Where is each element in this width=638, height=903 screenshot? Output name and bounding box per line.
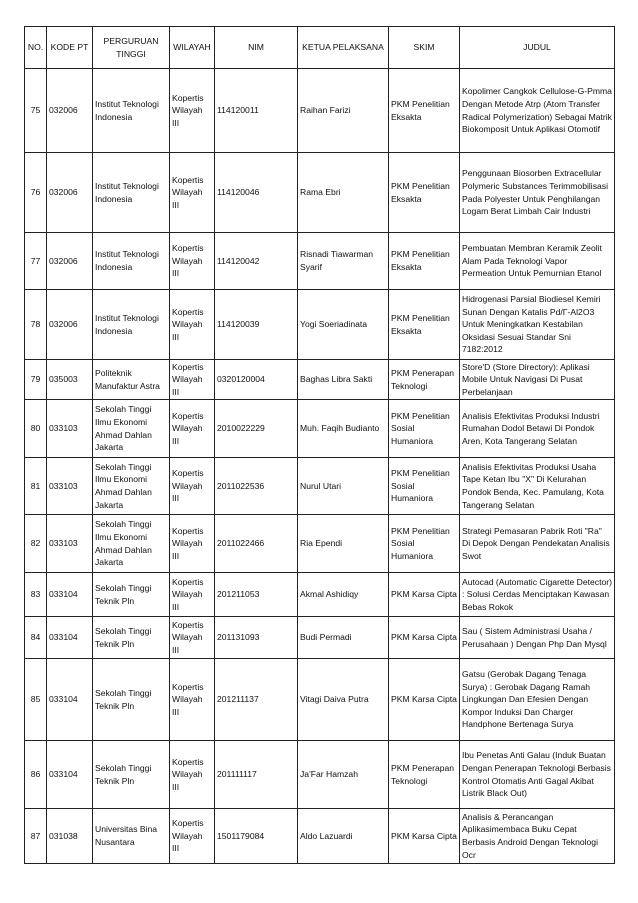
cell-perguruan-tinggi: Sekolah Tinggi Teknik Pln [93,617,170,659]
table-row [25,741,615,809]
cell-wilayah: Kopertis Wilayah III [170,290,215,360]
cell-kode-pt: 032006 [47,233,93,290]
cell-skim: PKM Karsa Cipta [389,617,460,659]
cell-perguruan-tinggi: Institut Teknologi Indonesia [93,69,170,153]
cell-ketua-pelaksana: Raihan Farizi [298,69,389,153]
cell-kode-pt: 031038 [47,809,93,864]
cell-nim: 201211053 [215,573,298,617]
cell-kode-pt: 032006 [47,290,93,360]
cell-judul: Gatsu (Gerobak Dagang Tenaga Surya) : Gerobak Dagang Ramah Lingkungan Dan Efesien Dengan Kompor Induksi Dan Charger Handphone Bertenaga Surya [460,659,615,741]
cell-nim: 114120042 [215,233,298,290]
cell-no: 82 [25,515,47,573]
cell-ketua-pelaksana: Budi Permadi [298,617,389,659]
table-row [25,809,615,864]
cell-kode-pt: 033104 [47,659,93,741]
cell-no: 83 [25,573,47,617]
cell-ketua-pelaksana: Rama Ebri [298,153,389,233]
cell-perguruan-tinggi: Institut Teknologi Indonesia [93,290,170,360]
cell-judul: Autocad (Automatic Cigarette Detector) : Solusi Cerdas Menciptakan Kawasan Bebas Rokok [460,573,615,617]
cell-wilayah: Kopertis Wilayah III [170,573,215,617]
cell-kode-pt: 033103 [47,400,93,458]
cell-skim: PKM Karsa Cipta [389,809,460,864]
cell-wilayah: Kopertis Wilayah III [170,400,215,458]
table-row [25,617,615,659]
cell-no: 77 [25,233,47,290]
cell-judul: Penggunaan Biosorben Extracellular Polymeric Substances Terimmobilisasi Pada Polyester Untuk Penghilangan Logam Berat Limbah Cair Industri [460,153,615,233]
header-row [25,27,615,69]
cell-ketua-pelaksana: Aldo Lazuardi [298,809,389,864]
cell-ketua-pelaksana: Muh. Faqih Budianto [298,400,389,458]
cell-judul: Store'D (Store Directory): Aplikasi Mobile Untuk Navigasi Di Pusat Perbelanjaan [460,360,615,400]
cell-skim: PKM Penelitian Eksakta [389,290,460,360]
cell-kode-pt: 033104 [47,741,93,809]
cell-perguruan-tinggi: Sekolah Tinggi Teknik Pln [93,741,170,809]
table-row [25,400,615,458]
table-row [25,153,615,233]
cell-perguruan-tinggi: Sekolah Tinggi Teknik Pln [93,573,170,617]
cell-no: 78 [25,290,47,360]
cell-nim: 114120011 [215,69,298,153]
cell-no: 86 [25,741,47,809]
cell-judul: Sau ( Sistem Administrasi Usaha / Perusahaan ) Dengan Php Dan Mysql [460,617,615,659]
cell-no: 79 [25,360,47,400]
cell-ketua-pelaksana: Vitagi Daiva Putra [298,659,389,741]
header-wilayah: WILAYAH [170,27,215,69]
header-no: NO. [25,27,47,69]
cell-judul: Pembuatan Membran Keramik Zeolit Alam Pada Teknologi Vapor Permeation Untuk Pemurnian Etanol [460,233,615,290]
table-row [25,573,615,617]
cell-perguruan-tinggi: Sekolah Tinggi Ilmu Ekonomi Ahmad Dahlan Jakarta [93,400,170,458]
cell-nim: 201131093 [215,617,298,659]
header-kode-pt: KODE PT [47,27,93,69]
cell-wilayah: Kopertis Wilayah III [170,741,215,809]
data-table [24,26,615,864]
cell-judul: Strategi Pemasaran Pabrik Roti "Ra" Di Depok Dengan Pendekatan Analisis Swot [460,515,615,573]
cell-nim: 0320120004 [215,360,298,400]
table-row [25,659,615,741]
cell-skim: PKM Penelitian Eksakta [389,153,460,233]
cell-no: 81 [25,458,47,515]
cell-judul: Analisis Efektivitas Produksi Usaha Tape Ketan Ibu "X" Di Kelurahan Pondok Benda, Kec. Pamulang, Kota Tangerang Selatan [460,458,615,515]
cell-ketua-pelaksana: Nurul Utari [298,458,389,515]
cell-perguruan-tinggi: Sekolah Tinggi Ilmu Ekonomi Ahmad Dahlan Jakarta [93,515,170,573]
cell-wilayah: Kopertis Wilayah III [170,659,215,741]
cell-wilayah: Kopertis Wilayah III [170,69,215,153]
header-ketua-pelaksana: KETUA PELAKSANA [298,27,389,69]
cell-nim: 201111117 [215,741,298,809]
cell-perguruan-tinggi: Universitas Bina Nusantara [93,809,170,864]
cell-skim: PKM Penelitian Sosial Humaniora [389,400,460,458]
header-perguruan-tinggi: PERGURUAN TINGGI [93,27,170,69]
cell-judul: Analisis Efektivitas Produksi Industri Rumahan Dodol Betawi Di Pondok Aren, Kota Tangerang Selatan [460,400,615,458]
cell-ketua-pelaksana: Risnadi Tiawarman Syarif [298,233,389,290]
table-row [25,69,615,153]
cell-wilayah: Kopertis Wilayah III [170,233,215,290]
cell-perguruan-tinggi: Politeknik Manufaktur Astra [93,360,170,400]
cell-wilayah: Kopertis Wilayah III [170,153,215,233]
cell-judul: Analisis & Perancangan Aplikasimembaca Buku Cepat Berbasis Android Dengan Teknologi Ocr [460,809,615,864]
cell-kode-pt: 033104 [47,617,93,659]
table-row [25,233,615,290]
cell-judul: Hidrogenasi Parsial Biodiesel Kemiri Sunan Dengan Katalis Pd/Γ-Al2O3 Untuk Meningkatkan Kestabilan Oksidasi Sesuai Standar Sni 7182:2012 [460,290,615,360]
cell-nim: 2011022466 [215,515,298,573]
cell-skim: PKM Penelitian Eksakta [389,69,460,153]
table-row [25,360,615,400]
cell-skim: PKM Penelitian Sosial Humaniora [389,458,460,515]
cell-wilayah: Kopertis Wilayah III [170,617,215,659]
cell-no: 85 [25,659,47,741]
cell-kode-pt: 035003 [47,360,93,400]
cell-perguruan-tinggi: Sekolah Tinggi Ilmu Ekonomi Ahmad Dahlan Jakarta [93,458,170,515]
cell-nim: 1501179084 [215,809,298,864]
header-nim: NIM [215,27,298,69]
cell-no: 75 [25,69,47,153]
table-row [25,515,615,573]
cell-nim: 114120046 [215,153,298,233]
cell-kode-pt: 033104 [47,573,93,617]
cell-kode-pt: 032006 [47,69,93,153]
cell-kode-pt: 032006 [47,153,93,233]
cell-skim: PKM Karsa Cipta [389,659,460,741]
cell-no: 80 [25,400,47,458]
cell-kode-pt: 033103 [47,458,93,515]
cell-perguruan-tinggi: Institut Teknologi Indonesia [93,153,170,233]
cell-skim: PKM Penerapan Teknologi [389,360,460,400]
cell-skim: PKM Karsa Cipta [389,573,460,617]
cell-ketua-pelaksana: Baghas Libra Sakti [298,360,389,400]
cell-ketua-pelaksana: Ja'Far Hamzah [298,741,389,809]
cell-nim: 201211137 [215,659,298,741]
cell-perguruan-tinggi: Sekolah Tinggi Teknik Pln [93,659,170,741]
table-row [25,458,615,515]
table-row [25,290,615,360]
cell-wilayah: Kopertis Wilayah III [170,515,215,573]
cell-wilayah: Kopertis Wilayah III [170,809,215,864]
cell-skim: PKM Penerapan Teknologi [389,741,460,809]
cell-wilayah: Kopertis Wilayah III [170,360,215,400]
cell-skim: PKM Penelitian Sosial Humaniora [389,515,460,573]
cell-wilayah: Kopertis Wilayah III [170,458,215,515]
cell-ketua-pelaksana: Yogi Soeriadinata [298,290,389,360]
cell-nim: 2010022229 [215,400,298,458]
cell-ketua-pelaksana: Ria Ependi [298,515,389,573]
cell-perguruan-tinggi: Institut Teknologi Indonesia [93,233,170,290]
cell-ketua-pelaksana: Akmal Ashidiqy [298,573,389,617]
cell-skim: PKM Penelitian Eksakta [389,233,460,290]
cell-no: 84 [25,617,47,659]
cell-no: 76 [25,153,47,233]
cell-kode-pt: 033103 [47,515,93,573]
header-judul: JUDUL [460,27,615,69]
cell-judul: Ibu Penetas Anti Galau (Induk Buatan Dengan Penerapan Teknologi Berbasis Kontrol Otomatis Anti Gagal Akibat Listrik Black Out) [460,741,615,809]
cell-nim: 114120039 [215,290,298,360]
cell-no: 87 [25,809,47,864]
cell-judul: Kopolimer Cangkok Cellulose-G-Pmma Dengan Metode Atrp (Atom Transfer Radical Polymerization) Sebagai Matrik Biokomposit Untuk Aplikasi Otomotif [460,69,615,153]
header-skim: SKIM [389,27,460,69]
cell-nim: 2011022536 [215,458,298,515]
